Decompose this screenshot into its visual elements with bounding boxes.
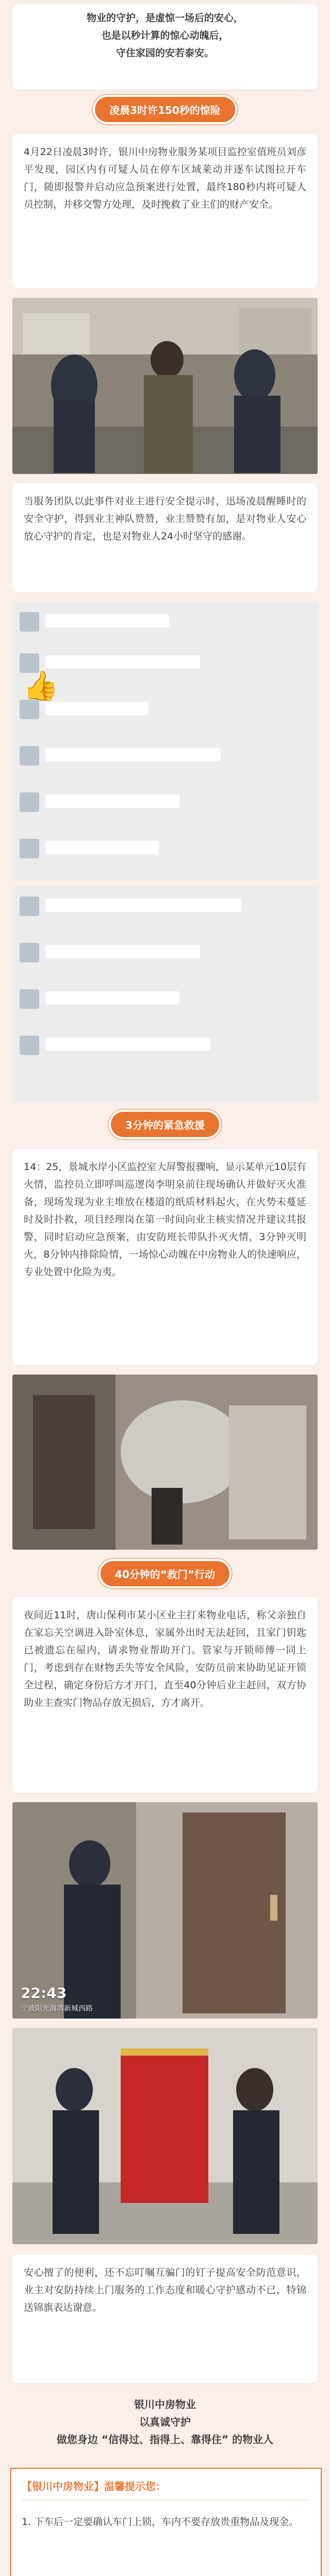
chat-message xyxy=(45,899,241,912)
chat-message xyxy=(45,748,221,761)
chat-message xyxy=(45,614,169,628)
chat-screenshot-2 xyxy=(12,886,318,1103)
section3-paragraph: 夜间近11时，唐山保利市某小区业主打来物业电话，称父亲独自在家忘关空调进入卧室休息，家属外出时无法赶回，且家门钥匙已被遗忘在屋内，请求物业帮助开门。管家与开锁师傅一同上门，考虑到存在财物丢失等安全风险，安防员前来协助见证开锁全过程，确定身份后方才开门，直至40分钟后业主赶回，双方协助业主查实门物品存放无损后，方才离开。 xyxy=(24,1609,306,1708)
section1-title: 凌晨3时许150秒的惊险 xyxy=(95,97,235,122)
section3-caption-card xyxy=(12,2255,318,2383)
chat-message xyxy=(45,1038,210,1051)
closing-line-2: 以真诚守护 xyxy=(139,2416,191,2428)
section3-caption: 安心擅了的便利，还不忘叮嘱互骗门的钉子提高安全防范意识，业主对安防持续上门服务的工作态度和暖心守护感动不已，特锦送锦旗表达谢意。 xyxy=(24,2267,306,2313)
chat-avatar xyxy=(20,612,39,632)
section1-body-card xyxy=(12,134,318,289)
security-office-photo xyxy=(12,298,318,474)
section1-body2-card xyxy=(12,483,318,592)
reminder-box xyxy=(10,2468,322,2576)
intro-card xyxy=(12,4,318,90)
chat-avatar xyxy=(20,746,39,766)
intro-line-3: 守住家园的安若泰安。 xyxy=(116,47,214,59)
closing-line-3: 做您身边 “信得过、指得上、靠得住” 的物业人 xyxy=(56,2433,274,2446)
chat-message xyxy=(45,794,179,808)
thumbs-up-icon: 👍 xyxy=(23,669,59,703)
reminder-title: 【银川中房物业】温馨提示您： xyxy=(22,2480,166,2493)
chat-message xyxy=(45,841,159,854)
section1-paragraph: 4月22日凌晨3时许，银川中房物业服务某项目监控室值班员刘彦平发现，园区内有可疑人员在停车区域莱动并逐车试图拉开车门，随即报警并启动应急预案进行处置，最终180秒内将可疑人员控制，并移交警方处理，及时挽救了业主们的财产安全。 xyxy=(24,146,306,210)
chat-screenshot-1 xyxy=(12,602,318,880)
intro-line-2: 也是以秒计算的惊心动魄后， xyxy=(101,30,229,41)
closing-line-1: 银川中房物业 xyxy=(134,2398,196,2411)
door-unlock-photo xyxy=(12,1802,318,2019)
chat-message xyxy=(45,945,200,958)
section2-title: 3分钟的紧急救援 xyxy=(111,1112,219,1137)
chat-message xyxy=(45,702,148,715)
chat-avatar xyxy=(20,839,39,858)
chat-avatar xyxy=(20,943,39,962)
section2-paragraph: 14：25，景城水岸小区监控室大屏警报骤响，显示某单元10层有火情，监控员立即呼叫巡逻岗李明泉前往现场确认并做好灭火准备，现场发现为业主堆放在楼道的纸质材料起火，在火势未蔓延时及时扑救，项目经理岗在第一时间向业主核实情况并建议其报警，同时启动应急预案，由安防班长带队扑灭火情，3分钟灭明火，8分钟内排除险情，一场惊心动魄在中房物业人的快速响应，专业处置中化险为夷。 xyxy=(24,1161,306,1278)
section3-body-card xyxy=(12,1597,318,1793)
chat-avatar xyxy=(20,792,39,812)
photo-location: 宁波阳光海湾新城西路 xyxy=(21,2005,93,2013)
chat-avatar xyxy=(20,896,39,916)
chat-message xyxy=(45,655,200,669)
banner-presentation-photo xyxy=(12,2028,318,2244)
fire-response-photo xyxy=(12,1375,318,1550)
section1-paragraph-2: 当服务团队以此事件对业主进行安全提示时，迅场凌晨醒睡时的安全守护，得到业主神队赞赞，业主赞赞有加，是对物业人安心放心守护的肯定，也是对物业人24小时坚守的感谢。 xyxy=(24,496,306,542)
chat-message xyxy=(45,991,179,1005)
chat-avatar xyxy=(20,1036,39,1055)
section3-title: 40分钟的“救门”行动 xyxy=(101,1561,229,1586)
section2-body-card xyxy=(12,1149,318,1365)
closing-block xyxy=(12,2396,318,2448)
reminder-item-1: 1. 下车后一定要确认车门上锁，车内不要存放贵重物品及现金。 xyxy=(22,2516,299,2528)
intro-line-1: 物业的守护，是虚惊一场后的安心， xyxy=(86,12,243,24)
chat-avatar xyxy=(20,989,39,1009)
photo-timestamp: 22:43 xyxy=(21,1985,67,2002)
